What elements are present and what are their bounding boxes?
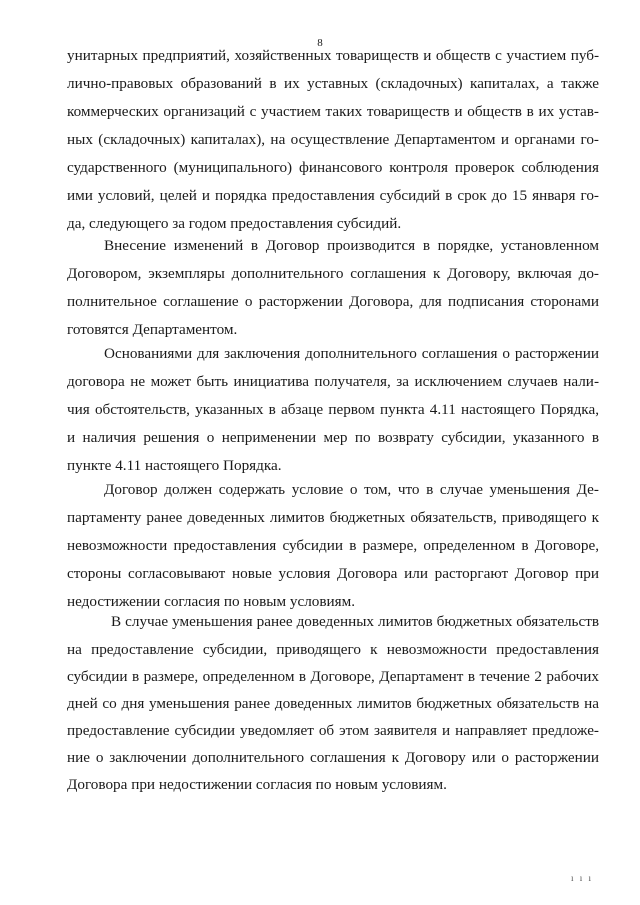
text-line: Договором, экземпляры дополнительного соглашения к Договору, включая до- <box>67 265 599 282</box>
text-line: партаменту ранее доведенных лимитов бюджетных обязательств, приводящего к <box>67 509 599 526</box>
footer-mark: ı ı ı <box>571 873 594 883</box>
text-line: готовятся Департаментом. <box>67 321 238 338</box>
text-line: сударственного (муниципального) финансового контроля проверок соблюдения <box>67 159 599 176</box>
text-line: ных (складочных) капиталах), на осуществление Департаментом и органами го- <box>67 131 599 148</box>
text-line: недостижении согласия по новым условиям. <box>67 593 356 610</box>
text-line: Внесение изменений в Договор производится в порядке, установленном <box>104 237 599 254</box>
text-line: коммерческих организаций с участием таких товариществ и обществ в их устав- <box>67 103 599 120</box>
text-line: Договора при недостижении согласия по новым условиям. <box>67 776 447 793</box>
text-line: договора не может быть инициатива получателя, за исключением случаев нали- <box>67 373 599 390</box>
page-number: 8 <box>317 37 323 49</box>
text-line: да, следующего за годом предоставления субсидий. <box>67 215 402 232</box>
text-line: чия обстоятельств, указанных в абзаце первом пункта 4.11 настоящего Порядка, <box>67 401 599 418</box>
text-line: Договор должен содержать условие о том, что в случае уменьшения Де- <box>104 481 599 498</box>
text-line: дней со дня уменьшения ранее доведенных лимитов бюджетных обязательств на <box>67 695 599 712</box>
text-line: пункте 4.11 настоящего Порядка. <box>67 457 282 474</box>
text-line: стороны согласовывают новые условия Договора или расторгают Договор при <box>67 565 599 582</box>
text-line: невозможности предоставления субсидии в размере, определенном в Договоре, <box>67 537 599 554</box>
text-line: ими условий, целей и порядка предоставления субсидий в срок до 15 января го- <box>67 187 599 204</box>
text-line: предоставление субсидии уведомляет об этом заявителя и направляет предложе- <box>67 722 599 739</box>
text-line: В случае уменьшения ранее доведенных лимитов бюджетных обязательств <box>111 613 599 630</box>
text-line: ние о заключении дополнительного соглашения к Договору или о расторжении <box>67 749 599 766</box>
text-line: и наличия решения о неприменении мер по возврату субсидии, указанного в <box>67 429 599 446</box>
text-line: субсидии в размере, определенном в Договоре, Департамент в течение 2 рабочих <box>67 668 599 685</box>
text-line: полнительное соглашение о расторжении Договора, для подписания сторонами <box>67 293 599 310</box>
text-line: унитарных предприятий, хозяйственных товариществ и обществ с участием пуб- <box>67 47 599 64</box>
text-line: Основаниями для заключения дополнительного соглашения о расторжении <box>104 345 599 362</box>
text-line: на предоставление субсидии, приводящего к невозможности предоставления <box>67 641 599 658</box>
text-line: лично-правовых образований в их уставных (складочных) капиталах, а также <box>67 75 599 92</box>
